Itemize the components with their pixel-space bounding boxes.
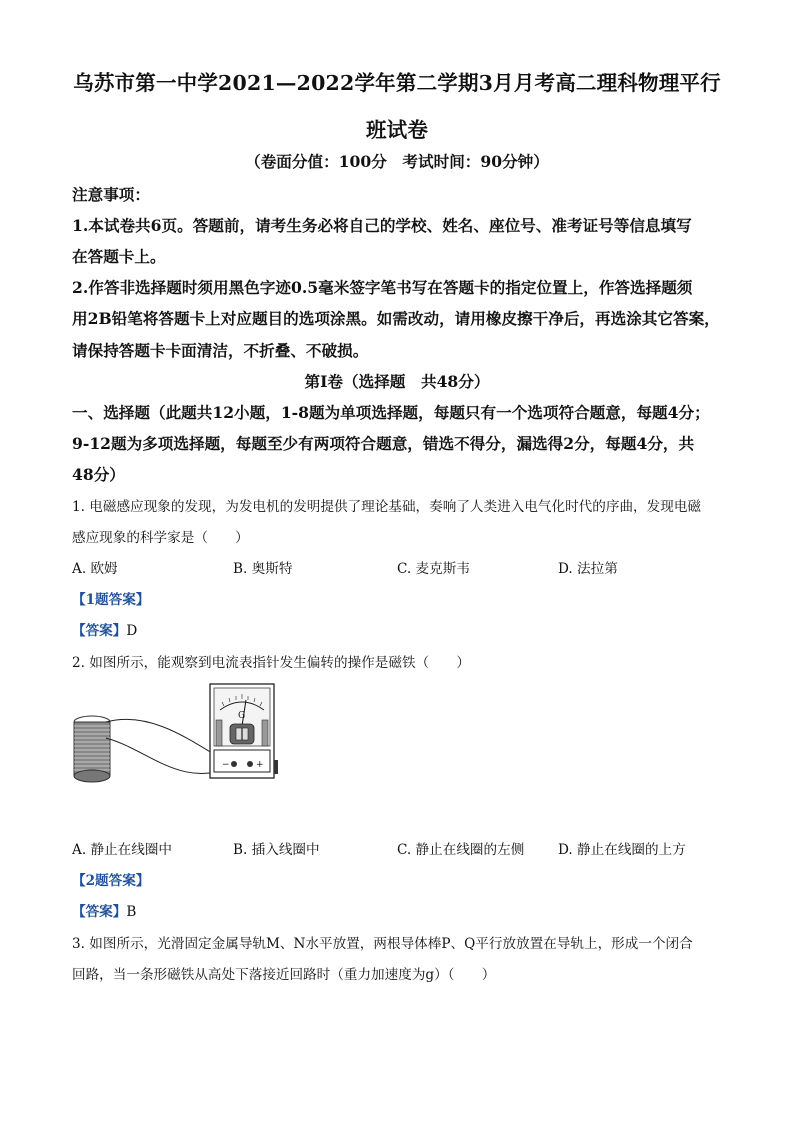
q2-answer [72,900,136,920]
galvanometer-figure [200,680,290,780]
q1-option-c: C. 麦克斯韦 [397,561,470,577]
galvanometer-g-label: G [238,711,246,721]
paper-title-line1: 乌苏市第一中学2021—2022学年第二学期3月月考高二理科物理平行 [73,71,721,95]
q3-stem-line2: 回路，当一条形磁铁从高处下落接近回路时（重力加速度为g）（ ） [72,967,496,983]
q2-answer-tag: 【2题答案】 [72,873,150,889]
q2-option-b: B. 插入线圈中 [233,842,320,858]
q1-stem-line1: 1. 电磁感应现象的发现，为发电机的发明提供了理论基础，奏响了人类进入电气化时代的序曲，发现电磁 [72,499,702,515]
q1-answer-value: D [126,623,138,639]
notice-heading: 注意事项： [72,185,150,204]
notice-item1-line2: 在答题卡上。 [72,247,166,266]
terminal-plus-label: + [256,760,264,770]
section1-desc-line3: 48分） [72,465,125,484]
q2-option-c: C. 静止在线圈的左侧 [397,842,525,858]
q3-stem-line1: 3. 如图所示，光滑固定金属导轨M、N水平放置，两根导体棒P、Q平行放放置在导轨上，形成一个闭合 [72,936,693,952]
q1-option-a: A. 欧姆 [72,561,118,577]
q1-option-d: D. 法拉第 [558,561,618,577]
notice-item2-line1: 2.作答非选择题时须用黑色字迹0.5毫米签字笔书写在答题卡的指定位置上，作答选择题须 [72,278,693,297]
q1-stem-line2: 感应现象的科学家是（ ） [72,530,249,546]
coil-figure [74,716,110,782]
q2-stem-line1: 2. 如图所示，能观察到电流表指针发生偏转的操作是磁铁（ ） [72,655,470,671]
paper-title-line2: 班试卷 [365,118,429,142]
notice-item2-line2: 用2B铅笔将答题卡上对应题目的选项涂黑。如需改动，请用橡皮擦干净后，再选涂其它答案， [72,309,720,328]
exam-info: （卷面分值：100分 考试时间：90分钟） [245,152,549,171]
q1-option-b: B. 奥斯特 [233,561,293,577]
q1-answer-label: 【答案】 [72,623,127,639]
q2-answer-label: 【答案】 [72,904,127,920]
q2-option-a: A. 静止在线圈中 [72,842,173,858]
section1-heading: 第Ⅰ卷（选择题 共48分） [304,372,490,391]
q1-answer [72,619,137,639]
notice-item2-line3: 请保持答题卡卡面清洁，不折叠、不破损。 [72,341,369,360]
q2-answer-value: B [126,904,137,920]
notice-item1-line1: 1.本试卷共6页。答题前，请考生务必将自己的学校、姓名、座位号、准考证号等信息填写 [72,216,692,235]
terminal-minus-label: − [222,760,230,770]
section1-desc-line2: 9-12题为多项选择题，每题至少有两项符合题意，错选不得分，漏选得2分，每题4分，共 [72,434,695,453]
section1-desc-line1: 一、选择题（此题共12小题，1-8题为单项选择题，每题只有一个选项符合题意，每题4分； [72,403,710,422]
q1-answer-tag: 【1题答案】 [72,592,150,608]
q2-option-d: D. 静止在线圈的上方 [558,842,686,858]
